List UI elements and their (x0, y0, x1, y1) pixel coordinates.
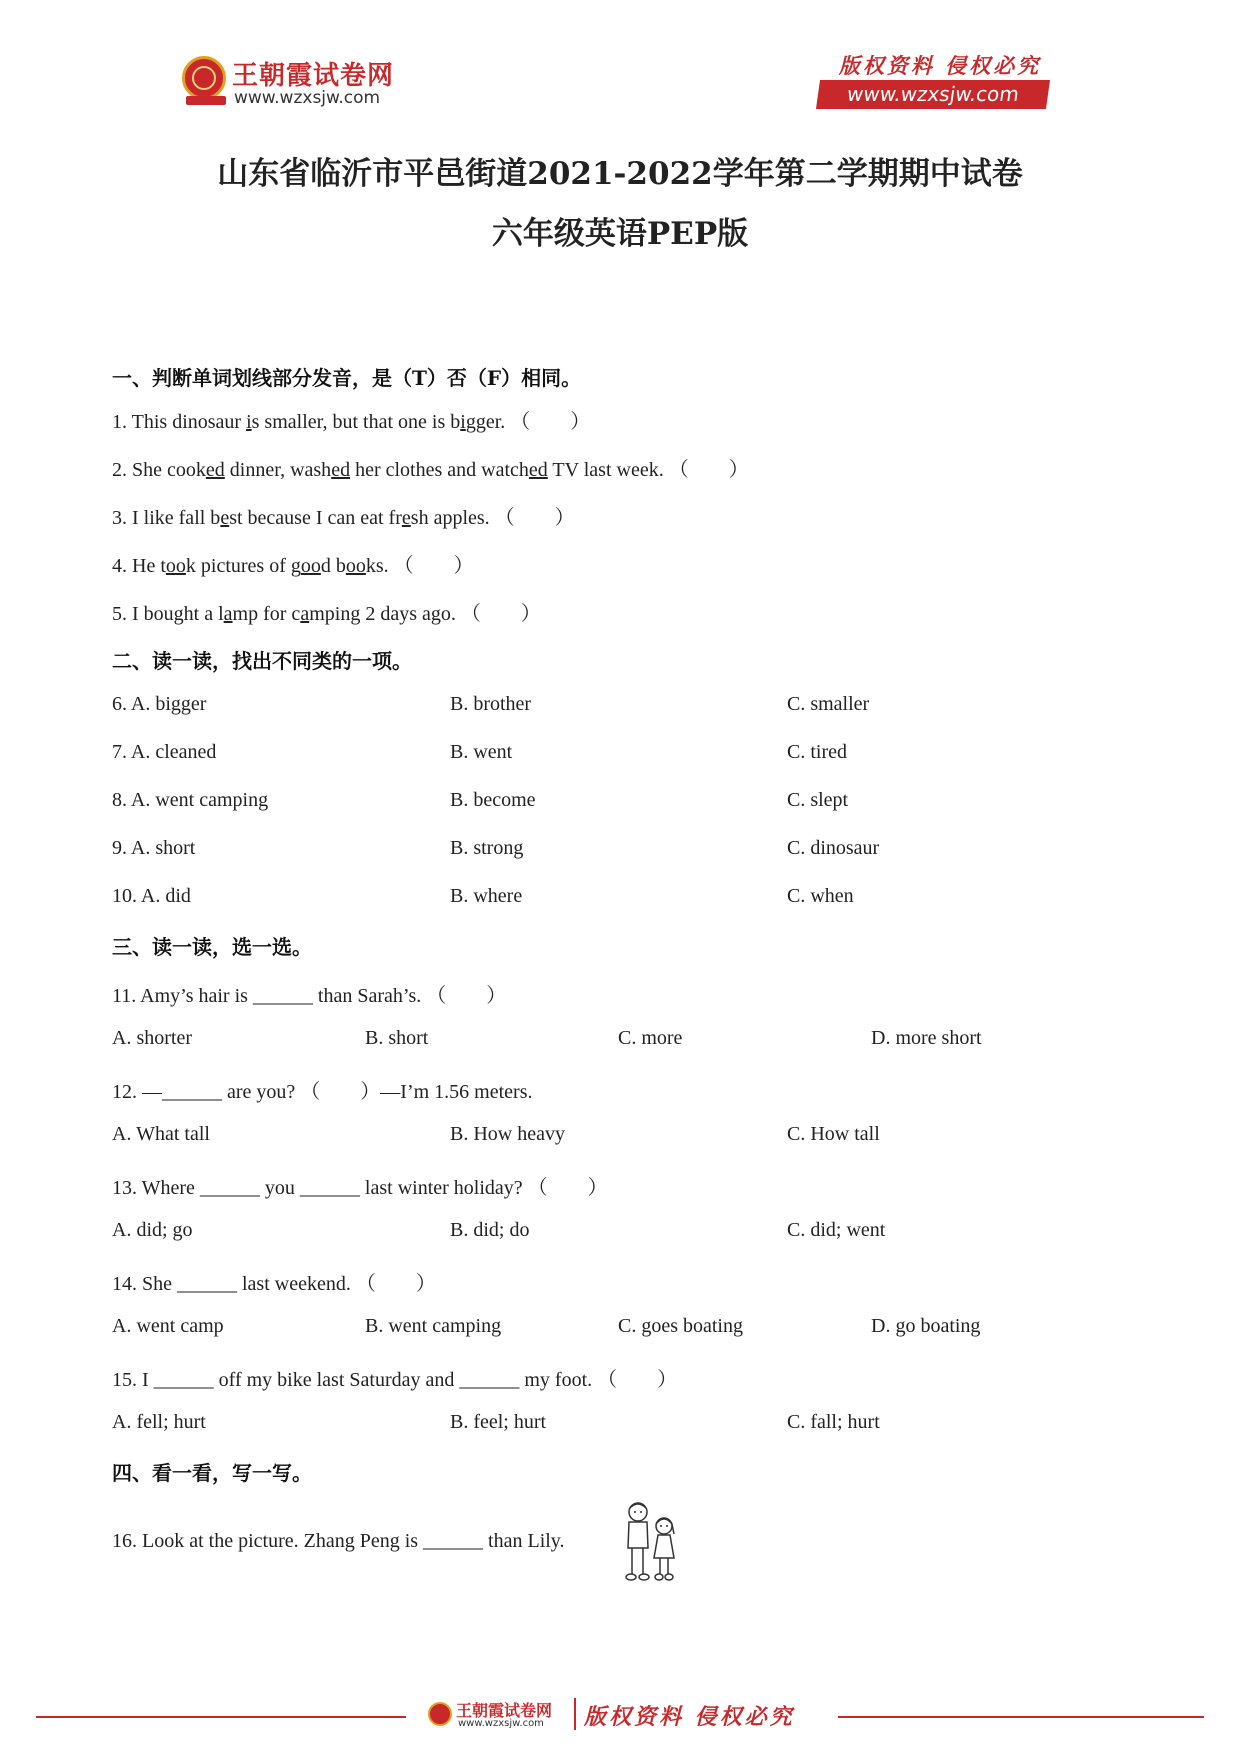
question-12-option-c: C. How tall (787, 1123, 880, 1145)
copyright-notice: 版权资料 侵权必究 (838, 53, 1042, 78)
question-10-option-a: 10. A. did (112, 885, 191, 907)
footer-rule-left (36, 1716, 406, 1718)
question-6-option-a: 6. A. bigger (112, 693, 207, 715)
question-9-option-c: C. dinosaur (787, 837, 880, 859)
question-14: 14. She ______ last weekend. （ ） (112, 1273, 436, 1295)
question-12-option-b: B. How heavy (450, 1123, 565, 1145)
logo-emblem-icon (182, 56, 226, 100)
question-4: 4. He took pictures of good books. （ ） (112, 555, 474, 577)
question-13: 13. Where ______ you ______ last winter holiday? （ ） (112, 1177, 608, 1199)
footer-logo-url: www.wzxsjw.com (458, 1718, 544, 1729)
exam-subtitle: 六年级英语PEP版 (491, 216, 749, 252)
footer-logo-name: 王朝霞试卷网 (456, 1701, 553, 1720)
url-banner: www.wzxsjw.com (816, 80, 1050, 109)
question-11-option-a: A. shorter (112, 1027, 192, 1049)
section-2-heading: 二、读一读，找出不同类的一项。 (112, 649, 412, 673)
question-3: 3. I like fall best because I can eat fresh apples. （ ） (112, 507, 575, 529)
question-7-option-c: C. tired (787, 741, 847, 763)
question-10-option-b: B. where (450, 885, 523, 907)
question-15-option-a: A. fell; hurt (112, 1411, 206, 1433)
question-7-option-b: B. went (450, 741, 513, 763)
question-15-option-c: C. fall; hurt (787, 1411, 880, 1433)
question-15-option-b: B. feel; hurt (450, 1411, 547, 1433)
footer-separator (574, 1698, 576, 1730)
children-height-picture (618, 1500, 682, 1584)
logo-url: www.wzxsjw.com (234, 88, 381, 108)
question-7-option-a: 7. A. cleaned (112, 741, 217, 763)
question-6-option-b: B. brother (450, 693, 532, 715)
question-13-option-c: C. did; went (787, 1219, 886, 1241)
question-11-option-c: C. more (618, 1027, 683, 1049)
question-10-option-c: C. when (787, 885, 854, 907)
logo-ribbon (186, 96, 226, 105)
question-9-option-a: 9. A. short (112, 837, 196, 859)
question-14-option-c: C. goes boating (618, 1315, 743, 1337)
question-1: 1. This dinosaur is smaller, but that one is bigger. （ ） (112, 411, 591, 433)
question-2: 2. She cooked dinner, washed her clothes and watched TV last week. （ ） (112, 459, 749, 481)
question-8-option-a: 8. A. went camping (112, 789, 269, 811)
question-5: 5. I bought a lamp for camping 2 days ago. （ ） (112, 603, 541, 625)
question-16: 16. Look at the picture. Zhang Peng is ______ than Lily. (112, 1530, 565, 1552)
question-9-option-b: B. strong (450, 837, 524, 859)
section-4-heading: 四、看一看，写一写。 (112, 1461, 312, 1485)
question-6-option-c: C. smaller (787, 693, 870, 715)
question-13-option-a: A. did; go (112, 1219, 193, 1241)
question-12: 12. —______ are you? （ ）—I’m 1.56 meters. (112, 1081, 533, 1103)
question-13-option-b: B. did; do (450, 1219, 530, 1241)
question-8-option-b: B. become (450, 789, 536, 811)
section-3-heading: 三、读一读，选一选。 (112, 935, 312, 959)
question-8-option-c: C. slept (787, 789, 849, 811)
question-11-option-d: D. more short (871, 1027, 982, 1049)
footer-rule-right (838, 1716, 1204, 1718)
exam-title: 山东省临沂市平邑街道2021-2022学年第二学期期中试卷 (217, 156, 1023, 192)
question-14-option-b: B. went camping (365, 1315, 502, 1337)
question-14-option-d: D. go boating (871, 1315, 981, 1337)
question-15: 15. I ______ off my bike last Saturday and ______ my foot. （ ） (112, 1369, 678, 1391)
footer-copyright: 版权资料 侵权必究 (584, 1704, 795, 1730)
question-11-option-b: B. short (365, 1027, 429, 1049)
logo-name: 王朝霞试卷网 (232, 61, 395, 91)
question-12-option-a: A. What tall (112, 1123, 210, 1145)
section-1-heading: 一、判断单词划线部分发音，是（T）否（F）相同。 (112, 366, 582, 390)
question-14-option-a: A. went camp (112, 1315, 224, 1337)
footer-logo-icon (428, 1702, 452, 1726)
question-11: 11. Amy’s hair is ______ than Sarah’s. （ ） (112, 985, 507, 1007)
